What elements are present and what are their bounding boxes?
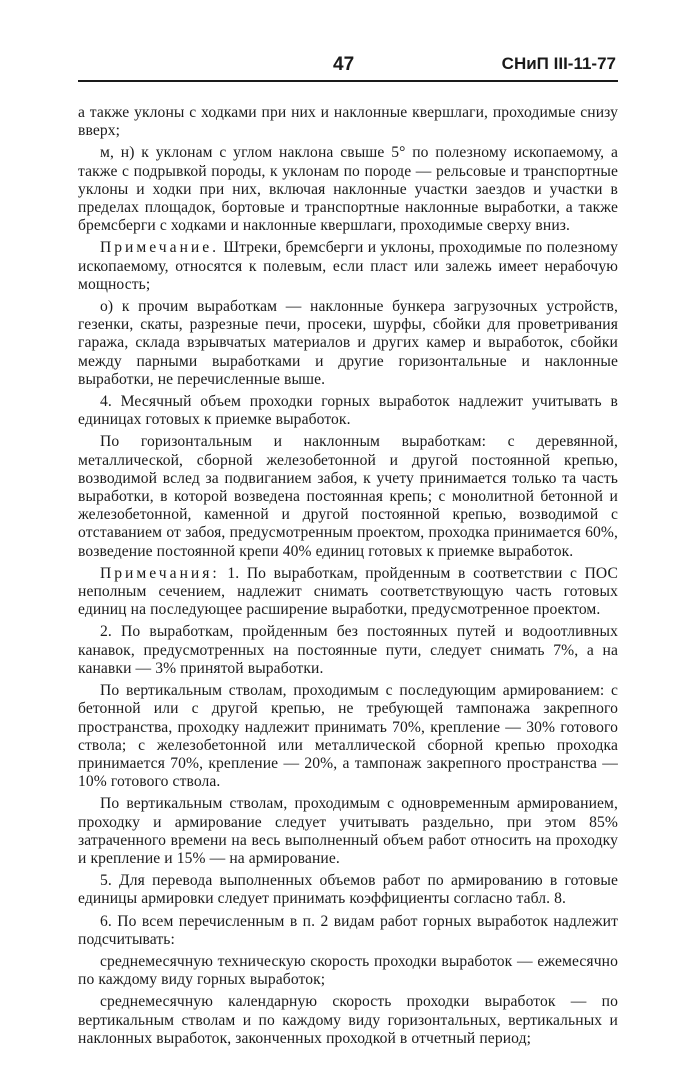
document-body [78, 104, 618, 1048]
paragraph: 6. По всем перечисленным в п. 2 видам работ горных выработок надлежит подсчитывать: [78, 912, 618, 948]
note-paragraph [78, 239, 618, 294]
paragraph: о) к прочим выработкам — наклонные бункера загрузочных устройств, гезенки, скаты, разрезные печи, просеки, шурфы, сбойки для проветривания гаража, склада взрывчатых материалов и других камер и выработок, сбойки между парными выработками и другие горизонтальные и наклонные выработки, не перечисленные выше. [78, 298, 618, 388]
notes-paragraph [78, 565, 618, 620]
header-rule [78, 80, 618, 82]
paragraph: м, н) к уклонам с углом наклона свыше 5° по полезному ископаемому, а также с подрывкой породы, к уклонам по породе — рельсовые и транспортные уклоны и ходки при них, включая наклонные участки заездов и участки в пределах площадок, бортовые и транспортные наклонные выработки, а также бремсберги с ходками и наклонные квершлаги, проходимые сверху вниз. [78, 144, 618, 235]
paragraph: среднемесячную календарную скорость проходки выработок — по вертикальным стволам и по каждому виду горизонтальных, вертикальных и наклонных выработок, законченных проходкой в отчетный период; [78, 993, 618, 1047]
note-label: Примечание. [100, 239, 220, 257]
page-header [78, 50, 618, 80]
note-text: Штреки, бремсберги и уклоны, проходимые по полезному ископаемому, относятся к полевым, если пласт или залежь имеет нерабочую мощность; [78, 239, 618, 293]
paragraph: 4. Месячный объем проходки горных выработок надлежит учитывать в единицах готовых к приемке выработок. [78, 393, 618, 429]
document-page [78, 50, 618, 1052]
document-code: СНиП III-11-77 [501, 54, 616, 73]
paragraph: среднемесячную техническую скорость проходки выработок — ежемесячно по каждому виду горных выработок; [78, 952, 618, 989]
paragraph: 2. По выработкам, пройденным без постоянных путей и водоотливных канавок, предусмотренных на постоянные пути, следует снимать 7%, а на канавки — 3% принятой выработки. [78, 623, 618, 677]
notes-text: 1. По выработкам, пройденным в соответствии с ПОС неполным сечением, надлежит снимать соответствующую часть готовых единиц на последующее расширение выработки, предусмотренное проектом. [78, 564, 618, 619]
paragraph: 5. Для перевода выполненных объемов работ по армированию в готовые единицы армировки следует принимать коэффициенты согласно табл. 8. [78, 872, 618, 908]
page-number: 47 [333, 54, 355, 75]
paragraph: По горизонтальным и наклонным выработкам: с деревянной, металлической, сборной железобетонной и другой постоянной крепью, возводимой вслед за подвиганием забоя, к учету принимается только та часть выработки, в которой возведена постоянная крепь; с монолитной бетонной и железобетонной, каменной и другой постоянной крепью, возводимой с отставанием от забоя, предусмотренным проектом, проходка принимается 60%, возведение постоянной крепи 40% единиц готовых к приемке выработок. [78, 433, 618, 560]
paragraph: а также уклоны с ходками при них и наклонные квершлаги, проходимые снизу вверх; [78, 104, 618, 140]
paragraph: По вертикальным стволам, проходимым с последующим армированием: с бетонной или с другой крепью, не требующей тампонажа закрепного пространства, проходку надлежит принимать 70%, крепление — 30% готового ствола; с железобетонной или металлической сборной крепью проходка принимается 70%, крепление — 20%, а тампонаж закрепного пространства — 10% готового ствола. [78, 682, 618, 791]
paragraph: По вертикальным стволам, проходимым с одновременным армированием, проходку и армирование следует учитывать раздельно, при этом 85% затраченного времени на весь выполненный объем работ относить на проходку и крепление и 15% — на армирование. [78, 795, 618, 867]
notes-label: Примечания: [100, 564, 220, 582]
